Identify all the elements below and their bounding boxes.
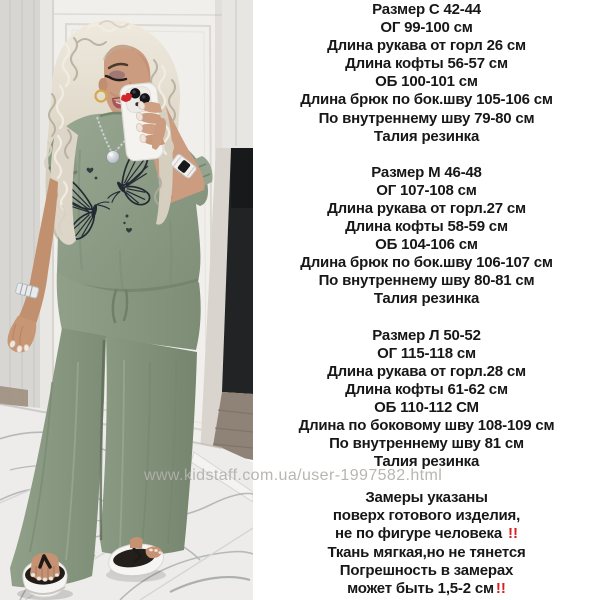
measurement-line: ОБ 110-112 СМ	[374, 398, 479, 416]
watermark: www.kidstaff.com.ua/user-1997582.html	[144, 467, 443, 484]
warning-exclamation-icon: !!	[507, 525, 518, 543]
measurement-line: Размер М 46-48	[371, 163, 482, 181]
measurement-line: Длина рукава от горл.27 см	[327, 199, 526, 217]
measurement-line: По внутреннему шву 79-80 см	[318, 109, 535, 127]
measurement-line: Длина кофты 58-59 см	[345, 218, 508, 236]
measurement-line: Талия резинка	[373, 127, 480, 145]
measurement-block	[253, 164, 600, 309]
measurement-line: ОГ 107-108 см	[376, 181, 477, 199]
measurement-line: Длина рукава от горл.28 см	[327, 362, 526, 380]
measurement-line: Длина рукава от горл 26 см	[327, 37, 526, 55]
measurement-line: ОБ 100-101 см	[375, 73, 478, 91]
measurement-line: может быть 1,5-2 см !!	[347, 579, 506, 597]
measurement-line: поверх готового изделия,	[332, 507, 521, 525]
measurement-line: Длина кофты 56-57 см	[345, 55, 508, 73]
measurement-line: По внутреннему шву 81 см	[329, 435, 524, 453]
measurement-block	[253, 1, 600, 146]
measurement-line: ОГ 115-118 см	[377, 344, 476, 362]
measurement-line: Погрешность в замерах	[339, 561, 514, 579]
measurement-line: ОГ 99-100 см	[380, 19, 473, 37]
measurement-line: Размер С 42-44	[372, 1, 481, 18]
measurement-line: Размер Л 50-52	[372, 326, 481, 344]
product-photo	[0, 0, 253, 600]
measurement-block	[253, 489, 600, 598]
measurement-block	[253, 327, 600, 472]
measurement-line: Длина по боковому шву 108-109 см	[298, 416, 555, 434]
measurement-line: не по фигуре человека !!	[335, 525, 518, 543]
right-door-frame	[222, 0, 253, 148]
measurement-line: Талия резинка	[373, 453, 480, 471]
measurement-line: Замеры указаны	[365, 489, 488, 507]
measurement-line: Длина кофты 61-62 см	[345, 380, 508, 398]
warning-exclamation-icon: !!	[495, 579, 506, 597]
measurement-line: Ткань мягкая,но не тянется	[327, 543, 526, 561]
size-info-panel	[253, 0, 600, 600]
measurement-line: Длина брюк по бок.шву 106-107 см	[300, 254, 553, 272]
measurement-line: Длина брюк по бок.шву 105-106 см	[300, 91, 553, 109]
pendant	[107, 151, 120, 164]
measurement-line: Талия резинка	[373, 290, 480, 308]
measurement-line: ОБ 104-106 см	[375, 236, 478, 254]
measurement-line: По внутреннему шву 80-81 см	[318, 272, 535, 290]
